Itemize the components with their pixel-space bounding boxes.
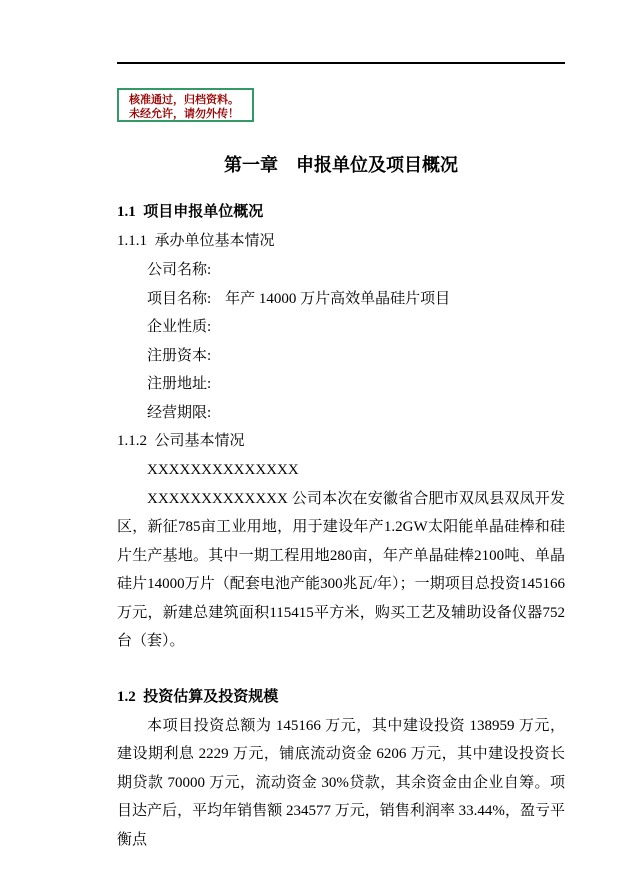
field-label: 公司名称: [147,262,212,278]
field-row-registered-capital [117,342,565,371]
document-body [117,150,565,854]
heading-1-1: 1.1 项目申报单位概况 [117,204,264,220]
field-label: 经营期限: [147,404,212,421]
field-row-enterprise-type [117,313,565,342]
stamp-line-1: 核准通过，归档资料。 [129,94,239,106]
field-label: 项目名称: [147,290,212,307]
field-label: 注册资本: [147,347,212,364]
field-row-company-name [117,256,565,285]
field-row-registered-address [117,370,565,399]
heading-1-1-2: 1.1.2 公司基本情况 [117,433,245,449]
paragraph-company-overview: XXXXXXXXXXXXX 公司本次在安徽省合肥市双凤县双凤开发区，新征785亩工业用地，用于建设年产1.2GW太阳能单晶硅棒和硅片生产基地。其中一期工程用地280亩，年产单晶硅棒2100吨、单晶硅片14000万片（配套电池产能300兆瓦/年）；一期项目总投资145166万元，新建总建筑面积115415平方米，购买工艺及辅助设备仪器752台（套）。 [117,490,565,649]
field-label: 企业性质: [147,319,212,335]
heading-1-2: 1.2 投资估算及投资规模 [117,688,279,705]
field-label: 注册地址: [147,376,212,392]
stamp-line-2: 未经允许，请勿外传！ [129,108,239,120]
approval-stamp [117,88,254,122]
field-row-project-name [117,285,565,314]
field-row-business-term [117,399,565,428]
company-name-placeholder: XXXXXXXXXXXXXX [147,462,299,478]
chapter-title: 第一章 申报单位及项目概况 [224,155,458,175]
field-value: 年产 14000 万片高效单晶硅片项目 [225,290,451,307]
paragraph-investment-overview: 本项目投资总额为 145166 万元，其中建设投资 138959 万元，建设期利息 2229 万元，铺底流动资金 6206 万元，其中建设投资长期贷款 70000 万元，流动资金 30%贷款，其余资金由企业自筹。项目达产后，平均年销售额 234577 万元，销售利润率 33.44%，盈亏平衡点 [117,717,565,848]
page-header-rule [117,62,565,64]
heading-1-1-1: 1.1.1 承办单位基本情况 [117,233,275,249]
